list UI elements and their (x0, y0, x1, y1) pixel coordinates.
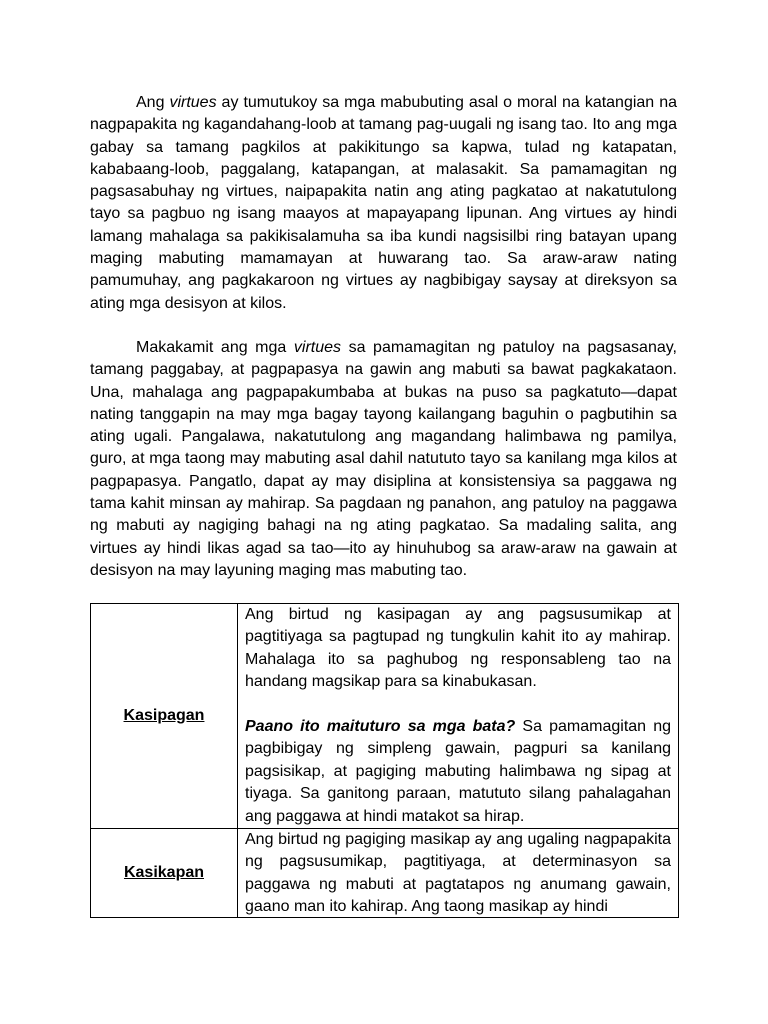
term-cell (91, 829, 238, 918)
paragraph-1-emphasis: virtues (169, 94, 217, 111)
definition-text: Ang birtud ng kasipagan ay ang pagsusumikap at pagtitiyaga sa pagtupad ng tungkulin kahit ito ay mahirap. Mahalaga ito sa paghubog ng responsableng tao na handang magsikap para sa kinabukasan. (245, 606, 671, 691)
term-kasipagan: Kasipagan (123, 707, 205, 725)
paragraph-1-lead: Ang (136, 94, 170, 111)
definition-text: Ang birtud ng pagiging masikap ay ang ugaling nagpapakita ng pagsusumikap, pagtitiyaga, at determinasyon sa paggawa ng mabuti at pagtatapos ng anumang gawain, gaano man ito kahirap. Ang taong masikap ay hindi (245, 831, 671, 916)
virtues-table (90, 603, 679, 918)
second-paragraph (90, 337, 677, 582)
teaching-answer: Sa pamamagitan ng pagbibigay ng simpleng gawain, pagpuri sa kanilang pagsisikap, at pagiging mabuting halimbawa ng sipag at tiyaga. Sa ganitong paraan, matututo silang pahalagahan ang paggawa at hindi matakot sa hirap. (245, 718, 671, 825)
intro-paragraph (90, 92, 677, 315)
table-row (91, 829, 679, 918)
paragraph-2-lead: Makakamit ang mga (136, 339, 294, 356)
table-row (91, 604, 679, 829)
description-cell (238, 604, 679, 829)
term-kasikapan: Kasikapan (123, 864, 205, 882)
description-cell (238, 829, 679, 918)
term-cell (91, 604, 238, 829)
paragraph-2-body: sa pamamagitan ng patuloy na pagsasanay, tamang paggabay, at pagpapasya na gawin ang mabuti sa bawat pagkakataon. Una, mahalaga ang pagpapakumbaba at bukas na puso sa pagkatuto—dapat nating tanggapin na may mga bagay tayong kailangang baguhin o pagbutihin sa ating ugali. Pangalawa, nakatutulong ang magandang halimbawa ng pamilya, guro, at mga taong may mabuting asal dahil natututo tayo sa kanilang mga kilos at pagpapasya. Pangatlo, dapat ay may disiplina at konsistensiya sa paggawa ng tama kahit minsan ay mahirap. Sa pagdaan ng panahon, ang patuloy na paggawa ng mabuti ay nagiging bahagi na ng ating pagkatao. Sa madaling salita, ang virtues ay hindi likas agad sa tao—ito ay hinuhubog sa araw-araw na gawain at desisyon na may layuning maging mas mabuting tao. (90, 339, 678, 579)
teaching-question: Paano ito maituturo sa mga bata? (245, 718, 516, 736)
paragraph-2-emphasis: virtues (293, 339, 342, 356)
paragraph-1-body: ay tumutukoy sa mga mabubuting asal o moral na katangian na nagpapakita ng kagandahang-loob at tamang pag-uugali ng isang tao. Ito ang mga gabay sa tamang pagkilos at pakikitungo sa kapwa, tulad ng katapatan, kababaang-loob, paggalang, katapangan, at malasakit. Sa pamamagitan ng pagsasabuhay ng virtues, naipapakita natin ang ating pagkatao at nakatutulong tayo sa pagbuo ng isang maayos at mapayapang lipunan. Ang virtues ay hindi lamang mahalaga sa pakikisalamuha sa iba kundi nagsisilbi ring batayan upang maging mabuting mamamayan at huwarang tao. Sa araw-araw nating pamumuhay, ang pagkakaroon ng virtues ay nagbibigay saysay at direksyon sa ating mga desisyon at kilos. (90, 94, 677, 312)
teaching-paragraph (245, 716, 671, 828)
